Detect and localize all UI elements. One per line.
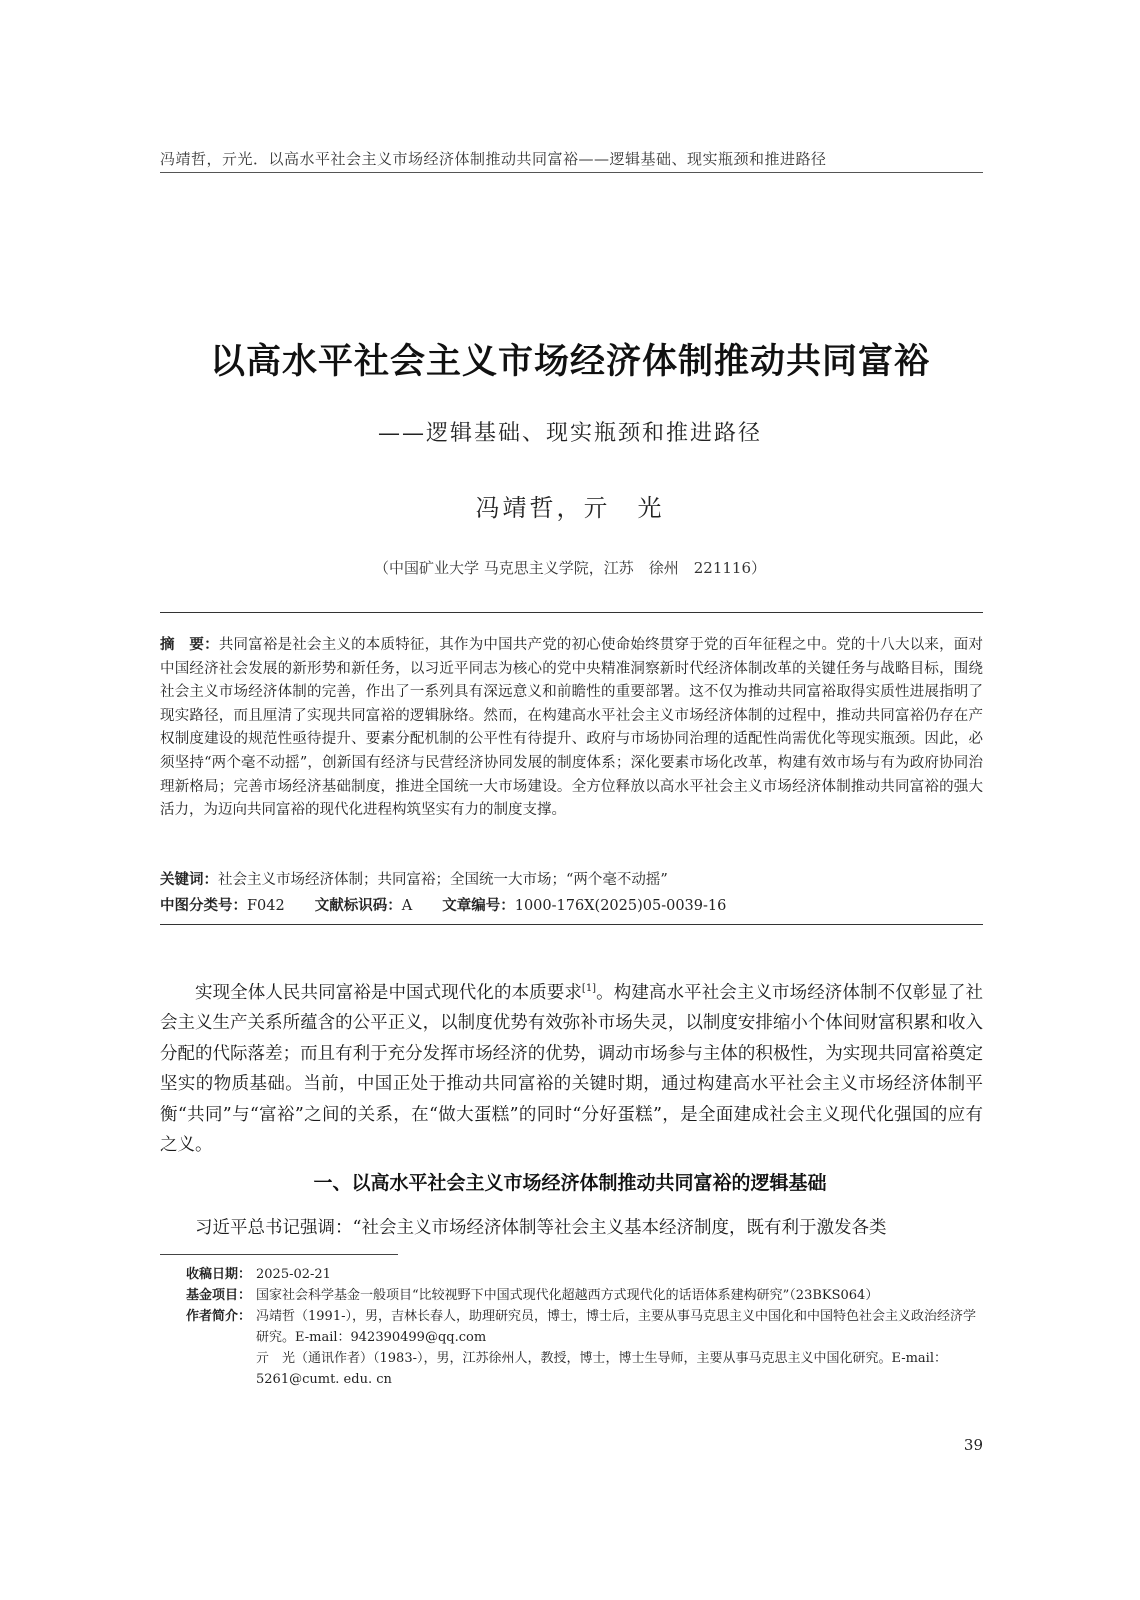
running-header: 冯靖哲，亓光．以高水平社会主义市场经济体制推动共同富裕——逻辑基础、现实瓶颈和推进路径 — [160, 150, 827, 168]
author-bio-2: 亓 光（通讯作者）（1983-），男，江苏徐州人，教授，博士，博士生导师，主要从事马克思主义中国化研究。E-mail：5261@cumt. edu. cn — [256, 1351, 947, 1387]
author-bios — [256, 1306, 986, 1390]
footnotes — [186, 1264, 986, 1390]
abstract-text: 共同富裕是社会主义的本质特征，其作为中国共产党的初心使命始终贯穿于党的百年征程之中。党的十八大以来，面对中国经济社会发展的新形势和新任务，以习近平同志为核心的党中央精准洞察新时代经济体制改革的关键任务与战略目标，围绕社会主义市场经济体制的完善，作出了一系列具有深远意义和前瞻性的重要部署。这不仅为推动共同富裕取得实质性进展指明了现实路径，而且厘清了实现共同富裕的逻辑脉络。然而，在构建高水平社会主义市场经济体制的过程中，推动共同富裕仍存在产权制度建设的规范性亟待提升、要素分配机制的公平性有待提升、政府与市场协同治理的适配性尚需优化等现实瓶颈。因此，必须坚持“两个毫不动摇”，创新国有经济与民营经济协同发展的制度体系；深化要素市场化改革，构建有效市场与有为政府协同治理新格局；完善市场经济基础制度，推进全国统一大市场建设。全方位释放以高水平社会主义市场经济体制推动共同富裕的强大活力，为迈向共同富裕的现代化进程构筑坚实有力的制度支撑。 — [160, 637, 984, 819]
keywords-label: 关键词： — [160, 872, 218, 888]
paragraph1-text-b: 。构建高水平社会主义市场经济体制不仅彰显了社会主义生产关系所蕴含的公平正义，以制度优势有效弥补市场失灵，以制度安排缩小个体间财富积累和收入分配的代际落差；而且有利于充分发挥市场经济的优势，调动市场参与主体的积极性，为实现共同富裕奠定坚实的物质基础。当前，中国正处于推动共同富裕的关键时期，通过构建高水平社会主义市场经济体制平衡“共同”与“富裕”之间的关系，在“做大蛋糕”的同时“分好蛋糕”，是全面建成社会主义现代化强国的应有之义。 — [160, 982, 984, 1156]
abstract-label: 摘 要： — [160, 637, 219, 653]
section-heading: 一、以高水平社会主义市场经济体制推动共同富裕的逻辑基础 — [313, 1172, 827, 1194]
clc-value: F042 — [247, 898, 285, 914]
author-bio-1: 冯靖哲（1991-），男，吉林长春人，助理研究员，博士，博士后，主要从事马克思主义中国化和中国特色社会主义政治经济学研究。E-mail：942390499@qq.com — [256, 1309, 976, 1345]
classification-line — [160, 894, 983, 915]
clc-label: 中图分类号： — [160, 898, 247, 914]
doc-code-value: A — [401, 898, 413, 914]
keywords-text: 社会主义市场经济体制；共同富裕；全国统一大市场；“两个毫不动摇” — [218, 872, 668, 888]
footnote-author — [186, 1306, 986, 1390]
page-number: 39 — [963, 1436, 983, 1454]
article-subtitle: ——逻辑基础、现实瓶颈和推进路径 — [377, 421, 762, 446]
footnote-fund — [186, 1285, 986, 1306]
footnote-rule — [160, 1254, 398, 1255]
article-number-value: 1000-176X(2025)05-0039-16 — [514, 898, 727, 914]
abstract-bottom-rule — [160, 924, 983, 925]
article-number-label: 文章编号： — [442, 898, 515, 914]
keywords — [160, 868, 983, 889]
paragraph1-text-a: 实现全体人民共同富裕是中国式现代化的本质要求 — [195, 982, 582, 1003]
fund-label: 基金项目： — [186, 1288, 252, 1303]
article-title: 以高水平社会主义市场经济体制推动共同富裕 — [209, 342, 930, 382]
reference-marker[interactable]: [1] — [581, 983, 597, 994]
paragraph2-text: 习近平总书记强调：“社会主义市场经济体制等社会主义基本经济制度，既有利于激发各类 — [195, 1218, 887, 1238]
author-names: 冯靖哲，亓 光 — [475, 494, 665, 522]
footnote-received — [186, 1264, 986, 1285]
body-paragraph-2 — [160, 1213, 983, 1244]
received-value: 2025-02-21 — [256, 1267, 331, 1282]
header-rule — [160, 172, 983, 173]
abstract — [160, 634, 983, 823]
received-label: 收稿日期： — [186, 1267, 252, 1282]
body-paragraph-1 — [160, 974, 983, 1161]
abstract-top-rule — [160, 612, 983, 613]
doc-code-label: 文献标识码： — [314, 898, 402, 914]
author-bio-label: 作者简介： — [186, 1309, 252, 1324]
author-affiliation: （中国矿业大学 马克思主义学院，江苏 徐州 221116） — [373, 559, 767, 577]
fund-value: 国家社会科学基金一般项目“比较视野下中国式现代化超越西方式现代化的话语体系建构研究”（23BKS064） — [256, 1288, 879, 1303]
